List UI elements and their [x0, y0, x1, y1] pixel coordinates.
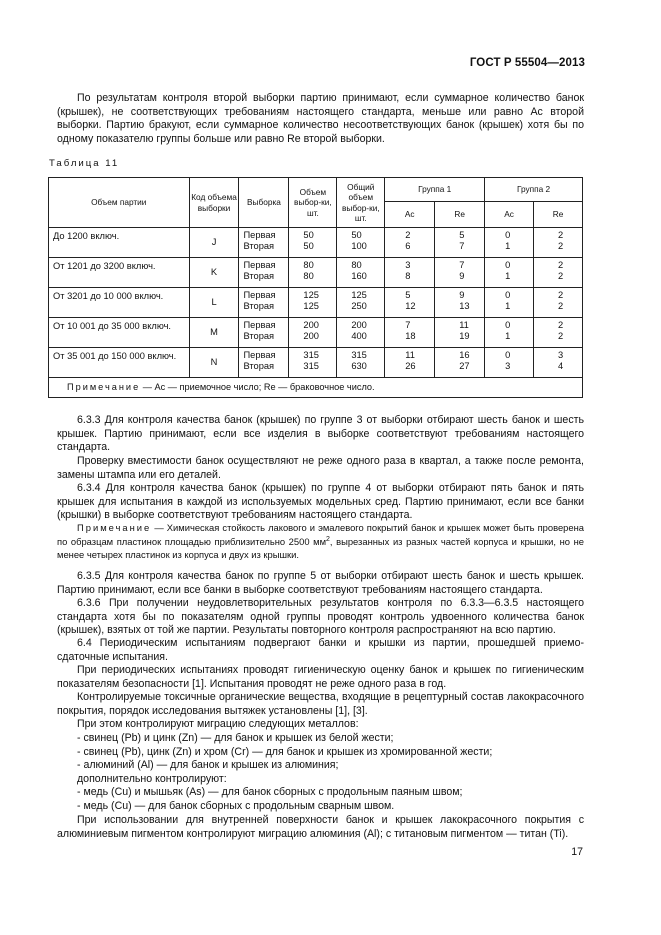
g1-re-cell [435, 288, 485, 318]
table-row [49, 258, 583, 288]
paragraph-6-3-4: 6.3.4 Для контроля качества банок (крышек) по группе 4 от выборки отбирают пять банок и пять крышек для испытания в каждой из используемых модельных сред. Партию принимают, если все банки (крышки) в выборке соответствуют требованиям настоящего стандарта. [57, 482, 584, 522]
g2-ac-cell [485, 288, 534, 318]
sample-cell-value: Вторая [243, 271, 275, 281]
g1-ac-cell-value: 3 [405, 260, 411, 270]
code-cell-value: J [211, 237, 217, 247]
g2-re-cell-value: 2 [558, 290, 564, 300]
sample-cell [239, 288, 289, 318]
g1-re-cell-value: 7 [459, 260, 465, 270]
sample-cell-value: Первая [243, 260, 276, 270]
header-g2-ac: Ас [485, 202, 534, 228]
g2-ac-cell-value: 1 [505, 271, 511, 281]
total-size-cell-value: 250 [351, 301, 367, 311]
sample-cell [239, 258, 289, 288]
sample-size-cell-value: 50 [303, 230, 314, 240]
sample-cell-value: Первая [243, 350, 276, 360]
header-code: Код объема выборки [189, 178, 239, 228]
g2-ac-cell-value: 0 [505, 320, 511, 330]
sample-cell-value: Первая [243, 290, 276, 300]
g2-re-cell-value: 2 [558, 241, 564, 251]
g2-ac-cell-value: 0 [505, 260, 511, 270]
sample-cell-value: Вторая [243, 331, 275, 341]
total-size-cell-value: 200 [351, 320, 367, 330]
total-size-cell-value: 50 [351, 230, 362, 240]
note-chemical-resistance [57, 522, 584, 561]
total-size-cell-value: 400 [351, 331, 367, 341]
sample-size-cell-value: 125 [303, 290, 319, 300]
g1-ac-cell [385, 318, 435, 348]
document-header: ГОСТ Р 55504—2013 [469, 57, 585, 69]
page-number: 17 [571, 846, 583, 858]
sample-size-cell-value: 80 [303, 271, 314, 281]
paragraph-pigment: При использовании для внутренней поверхности банок и крышек лакокрасочного покрытия с алюминиевым пигментом контролируют миграцию алюминия (Al); с титановым пигментом — титан (Ti). [57, 814, 584, 840]
table-note-label: Примечание [67, 382, 141, 392]
g2-re-cell [534, 258, 583, 288]
paragraph-metals: При этом контролируют миграцию следующих металлов: [77, 718, 359, 730]
total-size-cell [337, 348, 385, 378]
table-row [49, 288, 583, 318]
g1-ac-cell-value: 12 [405, 301, 416, 311]
g2-ac-cell-value: 3 [505, 361, 511, 371]
g2-ac-cell [485, 318, 534, 348]
g1-re-cell-value: 9 [459, 271, 465, 281]
table-caption: Таблица 11 [49, 158, 120, 169]
sample-cell [239, 348, 289, 378]
g2-re-cell-value: 2 [558, 271, 564, 281]
header-g1-re: Re [435, 202, 485, 228]
g1-ac-cell-value: 8 [405, 271, 411, 281]
sample-cell-value: Вторая [243, 241, 275, 251]
sample-size-cell [289, 258, 337, 288]
list-item: - медь (Cu) и мышьяк (As) — для банок сборных с продольным паяным швом; [77, 786, 463, 799]
header-total-size: Общий объем выбор-ки, шт. [337, 178, 385, 228]
sample-size-cell [289, 228, 337, 258]
note2-sup: 2 [326, 536, 330, 544]
g1-re-cell-value: 5 [459, 230, 465, 240]
g2-re-cell [534, 228, 583, 258]
list-item: - свинец (Pb) и цинк (Zn) — для банок и крышек из белой жести; [77, 732, 394, 744]
sample-size-cell-value: 200 [303, 320, 319, 330]
paragraph-toxic: Контролируемые токсичные органические вещества, входящие в рецептурный состав лакокрасочного покрытия, порядок исследования вытяжек установлены [1], [3]. [57, 691, 584, 717]
g2-re-cell [534, 348, 583, 378]
g1-re-cell-value: 16 [459, 350, 470, 360]
g2-ac-cell [485, 228, 534, 258]
total-size-cell [337, 288, 385, 318]
lot-size-cell [49, 348, 190, 378]
sample-size-cell [289, 288, 337, 318]
code-cell-value: L [211, 297, 217, 307]
list-item: - свинец (Pb), цинк (Zn) и хром (Cr) — для банок и крышек из хромированной жести; [77, 745, 493, 758]
sample-cell-value: Вторая [243, 361, 275, 371]
code-cell [189, 258, 239, 288]
sample-cell-value: Первая [243, 320, 276, 330]
sample-size-cell-value: 80 [303, 260, 314, 270]
additional-control: дополнительно контролируют: [77, 772, 227, 785]
note2-text-a: — Химическая стойкость лакового и эмалевого покрытий банок и крышек может быть проверена по образцам пластинок площадью приблизительно 2500 мм [57, 522, 584, 548]
code-cell [189, 318, 239, 348]
sample-size-cell [289, 348, 337, 378]
lot-size-cell-value: От 3201 до 10 000 включ. [53, 291, 164, 301]
lot-size-cell-value: От 10 001 до 35 000 включ. [53, 321, 172, 331]
list-item: - алюминий (Al) — для банок и крышек из алюминия; [77, 759, 339, 772]
total-size-cell-value: 315 [351, 350, 367, 360]
lot-size-cell [49, 228, 190, 258]
g1-ac-cell [385, 288, 435, 318]
g1-ac-cell-value: 7 [405, 320, 411, 330]
code-cell [189, 348, 239, 378]
g2-re-cell-value: 2 [558, 301, 564, 311]
g1-re-cell [435, 258, 485, 288]
sample-size-cell-value: 200 [303, 331, 319, 341]
g1-ac-cell-value: 18 [405, 331, 416, 341]
g2-ac-cell-value: 0 [505, 230, 511, 240]
lot-size-cell [49, 288, 190, 318]
table-11 [48, 177, 583, 398]
g2-ac-cell-value: 1 [505, 301, 511, 311]
total-size-cell [337, 228, 385, 258]
note2-text-b: , вырезанных из разных частей корпуса и крышки, но не менее четырех пластинок из корпуса и двух из крышки. [57, 536, 584, 560]
g2-ac-cell-value: 1 [505, 241, 511, 251]
g2-re-cell-value: 2 [558, 260, 564, 270]
g1-re-cell-value: 27 [459, 361, 470, 371]
header-sample-size: Объем выбор-ки, шт. [289, 178, 337, 228]
g1-ac-cell-value: 6 [405, 241, 411, 251]
code-cell-value: K [210, 267, 218, 277]
g1-ac-cell-value: 11 [405, 350, 415, 360]
g1-ac-cell-value: 2 [405, 230, 411, 240]
total-size-cell [337, 258, 385, 288]
g2-re-cell-value: 4 [558, 361, 564, 371]
lot-size-cell-value: До 1200 включ. [53, 231, 120, 241]
header-sample: Выборка [239, 178, 289, 228]
sample-size-cell [289, 318, 337, 348]
g2-re-cell [534, 318, 583, 348]
g2-re-cell-value: 2 [558, 230, 564, 240]
g2-re-cell-value: 2 [558, 331, 564, 341]
note2-label: Примечание [77, 522, 152, 533]
lot-size-cell [49, 258, 190, 288]
sample-size-cell-value: 50 [303, 241, 314, 251]
g2-ac-cell-value: 0 [505, 290, 511, 300]
g1-ac-cell-value: 5 [405, 290, 411, 300]
list-item: - медь (Cu) — для банок сборных с продольным сварным швом. [77, 799, 395, 812]
table-note [49, 378, 583, 398]
header-lot-size: Объем партии [49, 178, 190, 228]
total-size-cell [337, 318, 385, 348]
table-row [49, 228, 583, 258]
header-group1: Группа 1 [385, 178, 485, 202]
intro-paragraph: По результатам контроля второй выборки партию принимают, если суммарное количество банок (крышек), не соответствующих требованиям настоящего стандарта, меньше или равно Ас второй выборки. Партию бракуют, если суммарное количество несоответствующих банок (крышек) хотя бы по одному показателю группы больше или равно Re второй выборки. [57, 92, 584, 145]
g2-ac-cell [485, 348, 534, 378]
code-cell [189, 228, 239, 258]
paragraph-6-3-3: 6.3.3 Для контроля качества банок (крышек) по группе 3 от выборки отбирают шесть банок и шесть крышек. Партию принимают, если все изделия в выборке соответствуют требованиям настоящего стандарта. [57, 414, 584, 454]
total-size-cell-value: 100 [351, 241, 367, 251]
g1-ac-cell-value: 26 [405, 361, 416, 371]
header-group2: Группа 2 [485, 178, 583, 202]
g2-re-cell [534, 288, 583, 318]
paragraph-6-3-5: 6.3.5 Для контроля качества банок по группе 5 от выборки отбирают шесть банок и шесть крышек. Партию принимают, если все банки в выборке соответствуют требованиям настоящего стандарта. [57, 570, 584, 596]
paragraph-6-3-6: 6.3.6 При получении неудовлетворительных результатов контроля по 6.3.3—6.3.5 настоящего стандарта хотя бы по показателям одной группы проводят контроль удвоенного количества банок (крышек), взятых от той же партии. Результаты повторного контроля распространяют на всю партию. [57, 597, 584, 637]
g1-re-cell [435, 318, 485, 348]
g2-ac-cell-value: 1 [505, 331, 511, 341]
lot-size-cell-value: От 1201 до 3200 включ. [53, 261, 156, 271]
code-cell-value: N [210, 357, 218, 367]
total-size-cell-value: 80 [351, 260, 362, 270]
header-g2-re: Re [534, 202, 583, 228]
g1-re-cell-value: 7 [459, 241, 465, 251]
g1-re-cell-value: 9 [459, 290, 465, 300]
g2-ac-cell-value: 0 [505, 350, 511, 360]
sample-cell [239, 318, 289, 348]
code-cell-value: M [210, 327, 218, 337]
g1-re-cell-value: 19 [459, 331, 470, 341]
code-cell [189, 288, 239, 318]
lot-size-cell-value: От 35 001 до 150 000 включ. [53, 351, 177, 361]
paragraph-capacity-check: Проверку вместимости банок осуществляют не реже одного раза в квартал, а также после ремонта, замены штампа или его деталей. [57, 455, 584, 481]
g1-ac-cell [385, 348, 435, 378]
sample-size-cell-value: 315 [303, 350, 319, 360]
header-g1-ac: Ас [385, 202, 435, 228]
g1-re-cell [435, 228, 485, 258]
g1-re-cell-value: 11 [459, 320, 469, 330]
table-row [49, 318, 583, 348]
paragraph-hygiene: При периодических испытаниях проводят гигиеническую оценку банок и крышек по гигиеническим показателям безопасности [1]. Испытания проводят не реже одного раза в год. [57, 664, 584, 690]
g1-re-cell-value: 13 [459, 301, 470, 311]
table-note-text: — Ас — приемочное число; Re — браковочное число. [140, 382, 375, 392]
sample-cell-value: Вторая [243, 301, 275, 311]
total-size-cell-value: 160 [351, 271, 367, 281]
g2-re-cell-value: 2 [558, 320, 564, 330]
g2-re-cell-value: 3 [558, 350, 564, 360]
g1-re-cell [435, 348, 485, 378]
sample-size-cell-value: 315 [303, 361, 319, 371]
g1-ac-cell [385, 258, 435, 288]
g1-ac-cell [385, 228, 435, 258]
paragraph-6-4: 6.4 Периодическим испытаниям подвергают банки и крышки из партии, прошедшей приемо-сдаточные испытания. [57, 637, 584, 663]
lot-size-cell [49, 318, 190, 348]
sample-size-cell-value: 125 [303, 301, 319, 311]
sample-cell-value: Первая [243, 230, 276, 240]
table-row [49, 348, 583, 378]
sample-cell [239, 228, 289, 258]
g2-ac-cell [485, 258, 534, 288]
total-size-cell-value: 630 [351, 361, 367, 371]
list-metals [57, 732, 584, 814]
total-size-cell-value: 125 [351, 290, 367, 300]
